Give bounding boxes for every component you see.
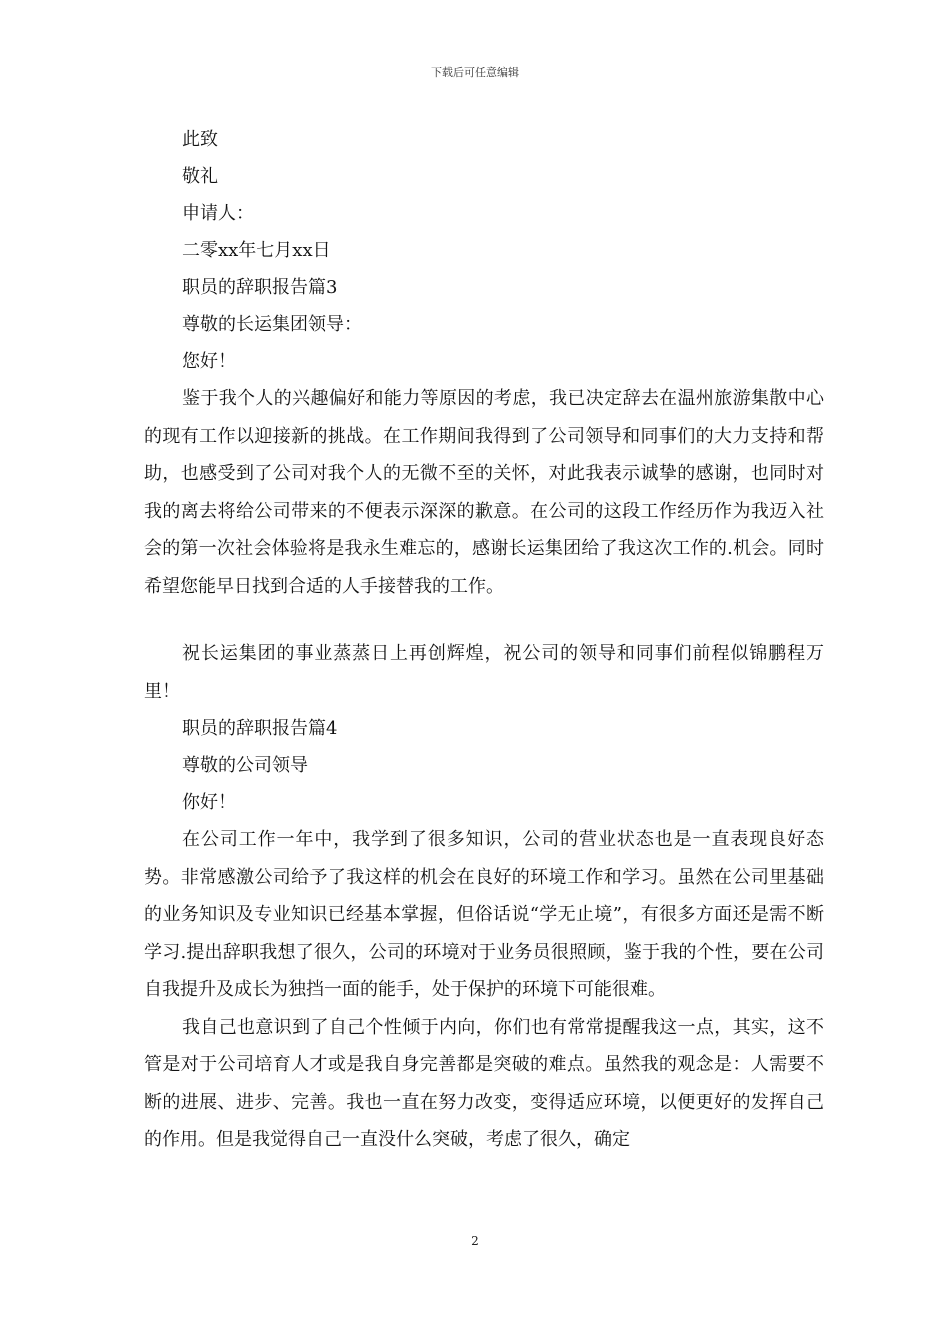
letter3-paragraph-2: 祝长运集团的事业蒸蒸日上再创辉煌，祝公司的领导和同事们前程似锦鹏程万里！ [144,643,824,702]
letter4-paragraph-1: 在公司工作一年中，我学到了很多知识，公司的营业状态也是一直表现良好态势。非常感激公司给予了我这样的机会在良好的环境工作和学习。虽然在公司里基础的业务知识及专业知识已经基本掌握，但俗话说“学无止境”，有很多方面还是需不断学习.提出辞职我想了很久，公司的环境对于业务员很照顾，鉴于我的个性，要在公司自我提升及成长为独挡一面的能手，处于保护的环境下可能很难。 [144,829,824,1000]
document-body [144,121,824,1159]
letter4-salutation: 尊敬的公司领导 [182,755,308,776]
paragraph-gap [144,605,824,635]
letter3-title: 职员的辞职报告篇3 [182,277,338,298]
page-number: 2 [471,1234,479,1248]
closing-line-jingli: 敬礼 [182,166,218,187]
letter4-paragraph-2: 我自己也意识到了自己个性倾于内向，你们也有常常提醒我这一点，其实，这不管是对于公司培育人才或是我自身完善都是突破的难点。虽然我的观念是：人需要不断的进展、进步、完善。我也一直在努力改变，变得适应环境，以便更好的发挥自己的作用。但是我觉得自己一直没什么突破，考虑了很久，确定 [144,1016,824,1150]
page-header: 下载后可任意编辑 [431,66,519,79]
date-line: 二零xx年七月xx日 [182,240,331,261]
letter3-salutation: 尊敬的长运集团领导： [182,314,362,335]
letter3-paragraph-1: 鉴于我个人的兴趣偏好和能力等原因的考虑，我已决定辞去在温州旅游集散中心的现有工作以迎接新的挑战。在工作期间我得到了公司领导和同事们的大力支持和帮助，也感受到了公司对我个人的无微不至的关怀，对此我表示诚挚的感谢，也同时对我的离去将给公司带来的不便表示深深的歉意。在公司的这段工作经历作为我迈入社会的第一次社会体验将是我永生难忘的，感谢长运集团给了我这次工作的.机会。同时希望您能早日找到合适的人手接替我的工作。 [144,388,824,597]
applicant-label: 申请人： [182,203,254,224]
letter4-greeting: 你好！ [182,792,236,813]
letter4-title: 职员的辞职报告篇4 [182,718,338,739]
closing-line-cizhi: 此致 [182,129,218,150]
letter3-greeting: 您好！ [182,351,236,372]
